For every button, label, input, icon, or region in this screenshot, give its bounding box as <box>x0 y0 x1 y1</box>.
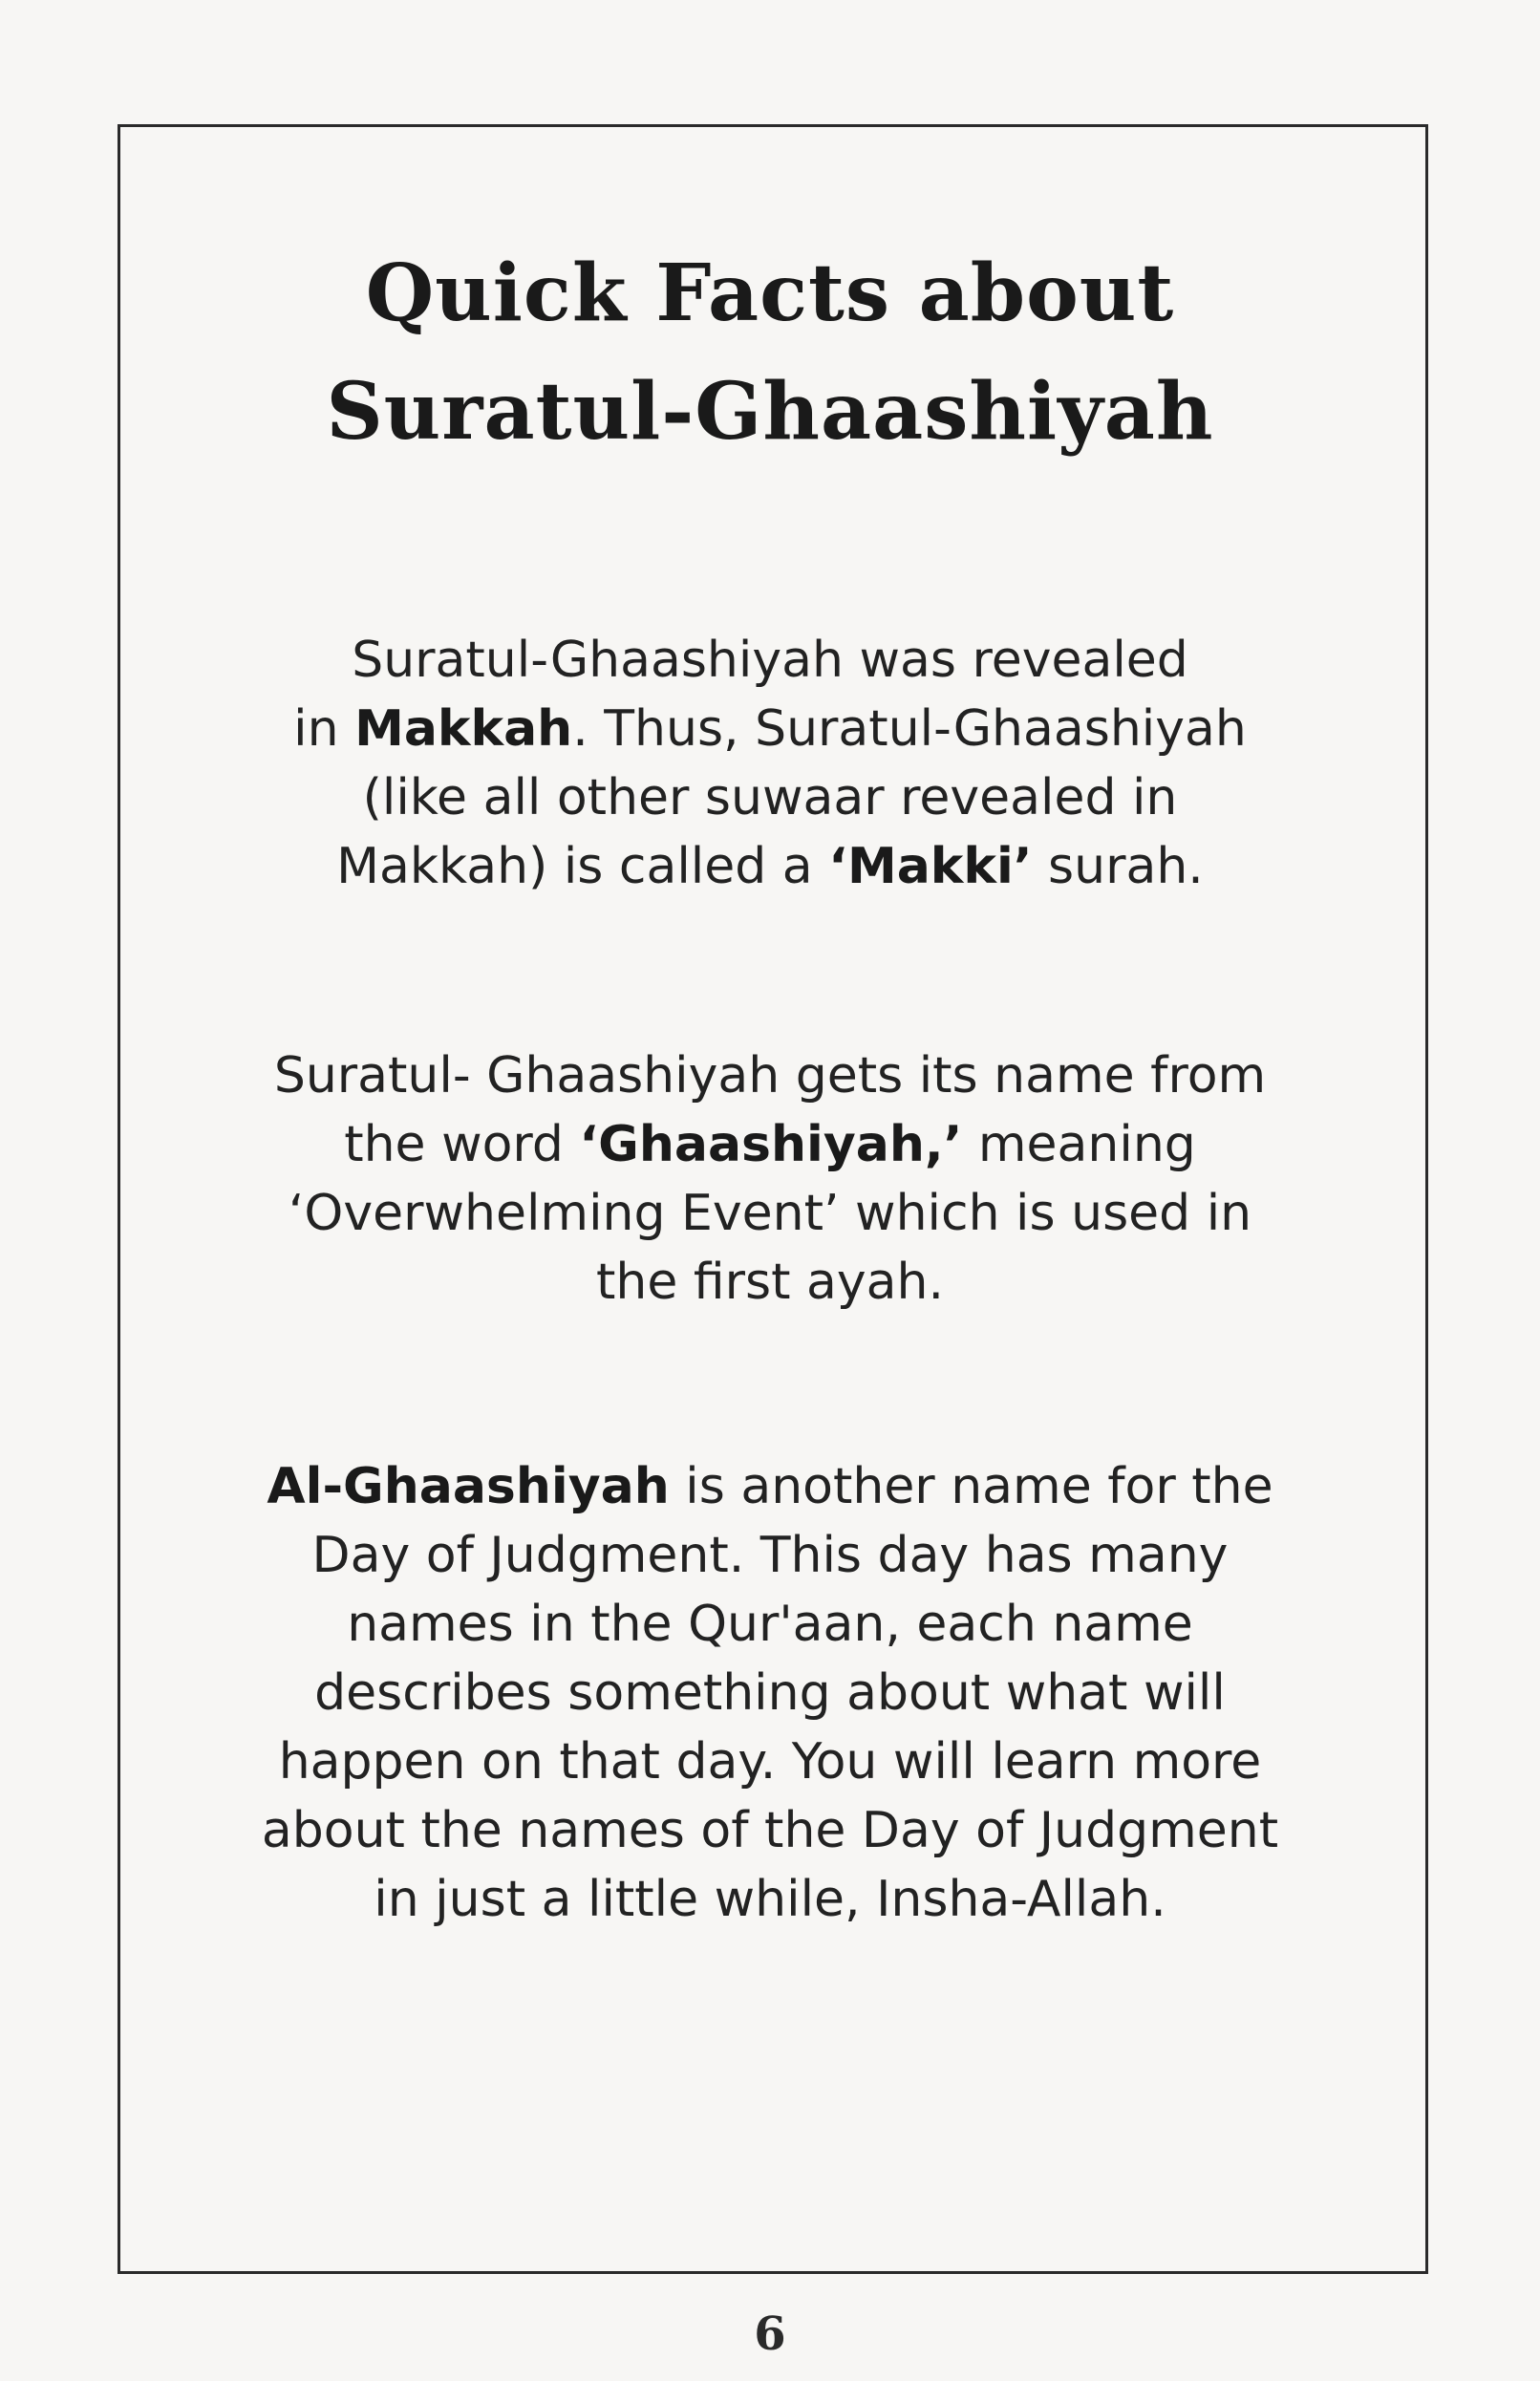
text-run: Makkah) is called a <box>336 838 829 895</box>
text-run: . Thus, Suratul-Ghaashiyah <box>572 700 1247 758</box>
bold-term-ghaashiyah: ‘Ghaashiyah,’ <box>579 1116 963 1173</box>
paragraph-line: describes something about what will <box>314 1664 1226 1722</box>
paragraph-makkah <box>0 626 1540 901</box>
paragraph-day-of-judgment <box>0 1452 1540 1934</box>
text-run: in <box>293 700 355 758</box>
page-number: 6 <box>754 2307 786 2361</box>
paragraph-line: (like all other suwaar revealed in <box>362 769 1178 826</box>
title-line-2: Suratul-Ghaashiyah <box>326 366 1214 458</box>
paragraph-line <box>0 832 1540 901</box>
paragraph-line <box>0 1452 1540 1521</box>
text-run: is another name for the <box>669 1458 1273 1515</box>
paragraph-line: the first ayah. <box>596 1254 944 1311</box>
bold-term-al-ghaashiyah: Al-Ghaashiyah <box>267 1458 670 1515</box>
page-title <box>0 234 1540 471</box>
paragraph-line: Day of Judgment. This day has many <box>311 1527 1229 1584</box>
paragraph-line: happen on that day. You will learn more <box>278 1733 1262 1791</box>
text-run: surah. <box>1032 838 1204 895</box>
text-run: the word <box>344 1116 580 1173</box>
title-line-1: Quick Facts about <box>365 247 1175 339</box>
paragraph-name-origin <box>0 1041 1540 1317</box>
text-run: meaning <box>962 1116 1196 1173</box>
bold-term-makki: ‘Makki’ <box>828 838 1033 895</box>
paragraph-line <box>0 1110 1540 1179</box>
paragraph-line: about the names of the Day of Judgment <box>261 1802 1279 1859</box>
paragraph-line: Suratul- Ghaashiyah gets its name from <box>273 1047 1267 1105</box>
paragraph-line: names in the Qur'aan, each name <box>347 1596 1193 1653</box>
paragraph-line: Suratul-Ghaashiyah was revealed <box>352 632 1188 689</box>
bold-term-makkah: Makkah <box>354 700 573 758</box>
paragraph-line <box>0 695 1540 763</box>
paragraph-line: in just a little while, Insha-Allah. <box>374 1871 1166 1928</box>
paragraph-line: ‘Overwhelming Event’ which is used in <box>288 1185 1252 1242</box>
